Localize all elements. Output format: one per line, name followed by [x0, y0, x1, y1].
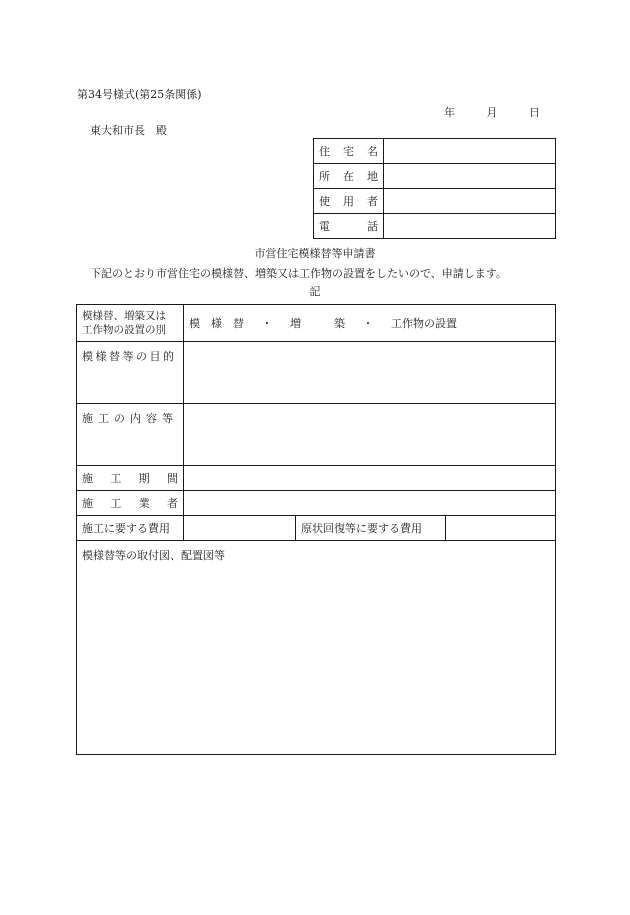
period-field[interactable]	[184, 466, 556, 491]
contractor-field[interactable]	[184, 491, 556, 516]
main-table	[76, 304, 556, 755]
drawing-area[interactable]	[77, 541, 556, 755]
restore-label: 原状回復等に要する費用	[296, 516, 446, 541]
label-phone: 電 話	[314, 214, 384, 239]
form-title: 市営住宅模様替等申請書	[254, 247, 376, 260]
date-line	[444, 104, 540, 120]
label-address: 所 在 地	[314, 164, 384, 189]
intro-text: 下記のとおり市営住宅の模様替、増築又は工作物の設置をしたいので、申請します。	[90, 267, 507, 280]
type-label: 模様替、増築又は 工作物の設置の別	[77, 305, 184, 342]
option-extension[interactable]: 増 築	[290, 317, 345, 330]
date-year: 年	[444, 106, 455, 119]
addressee: 東大和市長 殿	[90, 124, 167, 137]
label-user: 使 用 者	[314, 189, 384, 214]
label-residence: 住 宅 名	[314, 139, 384, 164]
content-label: 施工の内容等	[77, 404, 184, 466]
purpose-label: 模様替等の目的	[77, 342, 184, 404]
type-options[interactable]	[184, 305, 556, 342]
restore-field[interactable]	[446, 516, 556, 541]
cost-label: 施工に要する費用	[77, 516, 184, 541]
option-structure[interactable]: 工作物の設置	[391, 317, 457, 330]
applicant-table	[313, 138, 556, 239]
ki-mark: 記	[309, 285, 321, 298]
date-month: 月	[486, 106, 498, 119]
address-value[interactable]	[384, 164, 556, 189]
separator-1: ・	[261, 317, 273, 330]
residence-value[interactable]	[384, 139, 556, 164]
user-value[interactable]	[384, 189, 556, 214]
drawing-label: 模様替等の取付図、配置図等	[82, 549, 225, 562]
content-field[interactable]	[184, 404, 556, 466]
cost-field[interactable]	[184, 516, 296, 541]
contractor-label: 施 工 業 者	[77, 491, 184, 516]
phone-value[interactable]	[384, 214, 556, 239]
purpose-field[interactable]	[184, 342, 556, 404]
date-day: 日	[529, 106, 540, 119]
option-remodel[interactable]: 模 様 替	[189, 317, 244, 330]
separator-2: ・	[362, 317, 374, 330]
period-label: 施 工 期 間	[77, 466, 184, 491]
form-number: 第34号様式(第25条関係)	[77, 88, 202, 101]
